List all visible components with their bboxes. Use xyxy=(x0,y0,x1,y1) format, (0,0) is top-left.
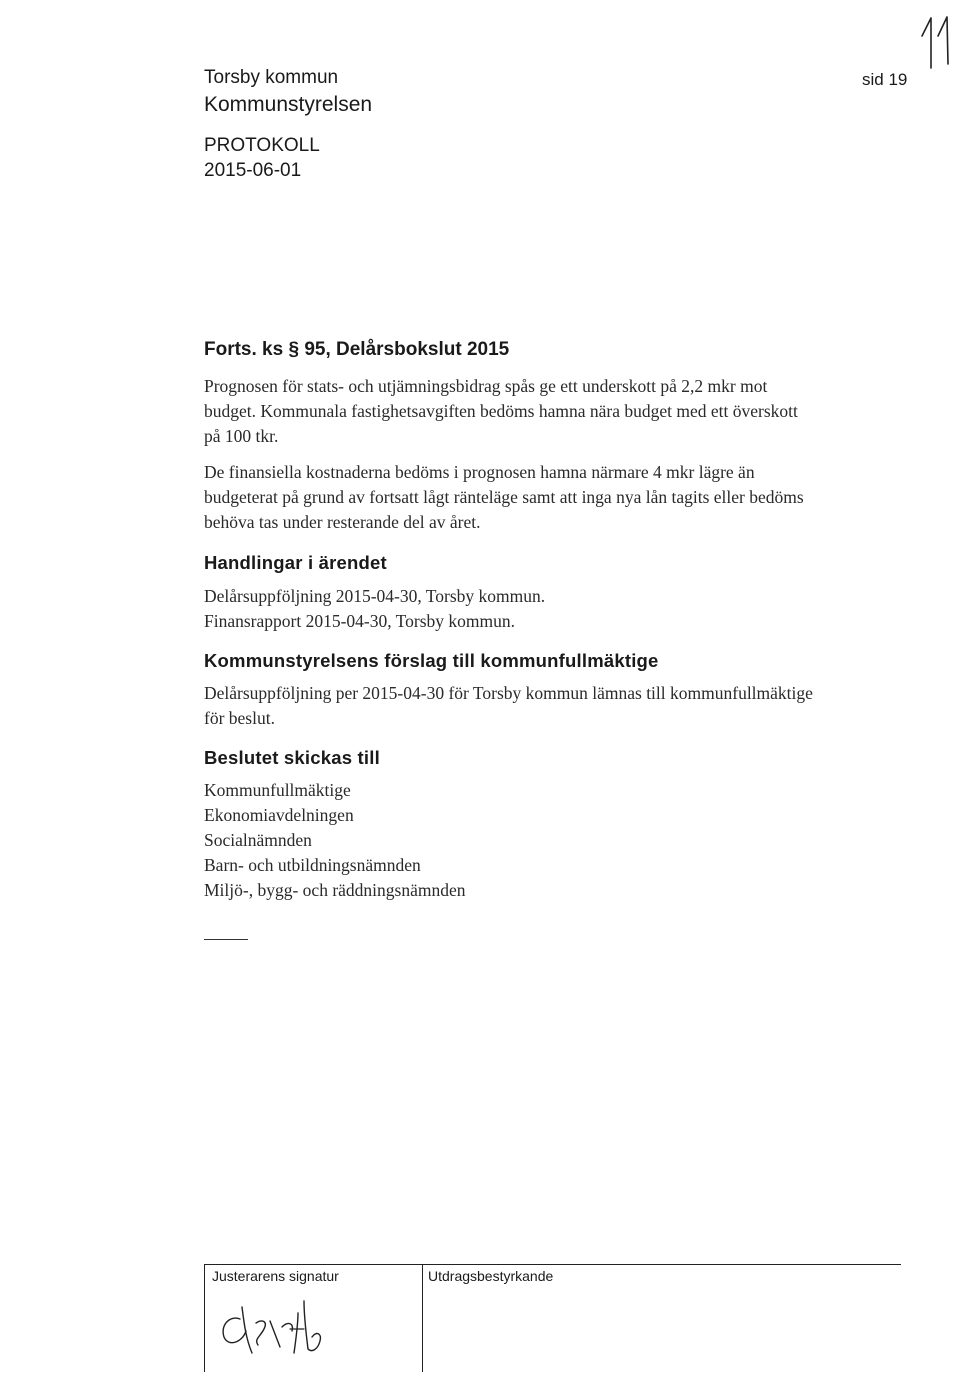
paragraph-line: behöva tas under resterande del av året. xyxy=(204,512,481,532)
recipient-list xyxy=(204,778,465,903)
list-item: Delårsuppföljning 2015-04-30, Torsby kommun. xyxy=(204,586,546,606)
list-item: Barn- och utbildningsnämnden xyxy=(204,855,421,875)
list-item: Ekonomiavdelningen xyxy=(204,805,354,825)
forslag-heading: Kommunstyrelsens förslag till kommunfullmäktige xyxy=(204,650,659,671)
list-item: Socialnämnden xyxy=(204,830,312,850)
paragraph-2 xyxy=(204,460,804,535)
signature-box-top xyxy=(204,1264,901,1265)
paragraph-line: på 100 tkr. xyxy=(204,426,279,446)
list-item: Kommunfullmäktige xyxy=(204,780,351,800)
doc-type: PROTOKOLL xyxy=(204,135,320,156)
list-item: Finansrapport 2015-04-30, Torsby kommun. xyxy=(204,611,516,631)
forslag-text xyxy=(204,681,813,731)
justerare-label: Justerarens signatur xyxy=(212,1268,339,1284)
utdrag-label: Utdragsbestyrkande xyxy=(428,1268,554,1284)
beslut-heading: Beslutet skickas till xyxy=(204,747,380,768)
paragraph-line: Prognosen för stats- och utjämningsbidrag spås ge ett underskott på 2,2 mkr mot xyxy=(204,376,768,396)
handwritten-signature xyxy=(212,1293,342,1365)
body-name: Kommunstyrelsen xyxy=(204,93,373,116)
paragraph-line: budget. Kommunala fastighetsavgiften bedöms hamna nära budget med ett överskott xyxy=(204,401,798,421)
paragraph-line: Delårsuppföljning per 2015-04-30 för Torsby kommun lämnas till kommunfullmäktige xyxy=(204,683,813,703)
doc-date: 2015-06-01 xyxy=(204,160,302,181)
list-item: Miljö-, bygg- och räddningsnämnden xyxy=(204,880,466,900)
paragraph-line: för beslut. xyxy=(204,708,275,728)
handlingar-list xyxy=(204,584,545,634)
signature-box-divider xyxy=(422,1264,423,1372)
end-separator xyxy=(204,939,248,940)
section-title: Forts. ks § 95, Delårsbokslut 2015 xyxy=(204,339,510,360)
handwritten-page-number xyxy=(918,14,956,70)
page-number: sid 19 xyxy=(862,70,908,89)
signature-box-left xyxy=(204,1264,205,1372)
paragraph-line: De finansiella kostnaderna bedöms i prognosen hamna närmare 4 mkr lägre än xyxy=(204,462,755,482)
paragraph-line: budgeterat på grund av fortsatt lågt ränteläge samt att inga nya lån tagits eller bedöms xyxy=(204,487,804,507)
org-name: Torsby kommun xyxy=(204,67,339,88)
handlingar-heading: Handlingar i ärendet xyxy=(204,552,387,573)
paragraph-1 xyxy=(204,374,798,449)
